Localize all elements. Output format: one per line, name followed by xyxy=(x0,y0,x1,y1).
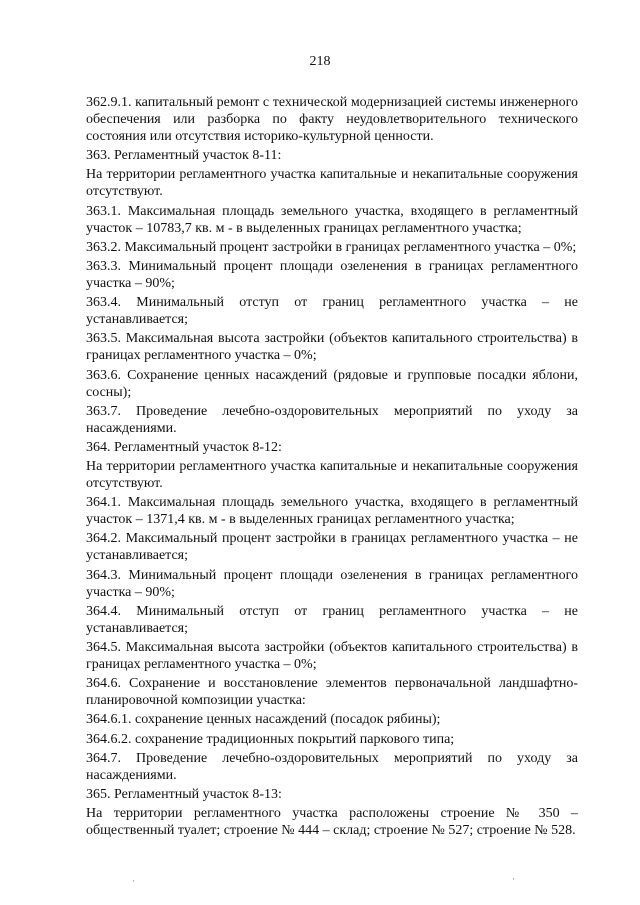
heading-364: 364. Регламентный участок 8-12: xyxy=(86,439,282,455)
heading-363: 363. Регламентный участок 8-11: xyxy=(86,148,282,164)
paragraph-364-5: 364.5. Максимальная высота застройки (объектов капитального строительства) в границах регламентного участка – 0%; xyxy=(86,640,578,672)
paragraph-364-6: 364.6. Сохранение и восстановление элементов первоначальной ландшафтно-планировочной композиции участка: xyxy=(86,676,578,709)
document-body xyxy=(86,94,578,841)
paragraph-364-6-2: 364.6.2. сохранение традиционных покрытий паркового типа; xyxy=(86,731,455,747)
paragraph-363-2: 363.2. Максимальный процент застройки в границах регламентного участка – 0%; xyxy=(86,239,577,255)
paragraph-363-7: 363.7. Проведение лечебно-оздоровительных мероприятий по уходу за насаждениями. xyxy=(86,403,578,436)
paragraph-364-7: 364.7. Проведение лечебно-оздоровительных мероприятий по уходу за насаждениями. xyxy=(86,750,578,783)
paragraph-364-intro: На территории регламентного участка капитальные и некапитальные сооружения отсутствуют. xyxy=(86,459,578,492)
scan-speck: · xyxy=(132,876,135,886)
paragraph-363-3: 363.3. Минимальный процент площади озеленения в границах регламентного участка – 90%; xyxy=(86,258,578,291)
paragraph-364-3: 364.3. Минимальный процент площади озеленения в границах регламентного участка – 90%; xyxy=(86,567,578,600)
paragraph-364-6-1: 364.6.1. сохранение ценных насаждений (посадок рябины); xyxy=(86,712,441,728)
paragraph-364-1: 364.1. Максимальная площадь земельного участка, входящего в регламентный участок – 1371,4 кв. м - в выделенных границах регламентного участка; xyxy=(86,495,578,528)
heading-365: 365. Регламентный участок 8-13: xyxy=(86,786,282,802)
paragraph-363-5: 363.5. Максимальная высота застройки (объектов капитального строительства) в границах регламентного участка – 0%; xyxy=(86,331,578,364)
paragraph-363-1: 363.1. Максимальная площадь земельного участка, входящего в регламентный участок – 10783,7 кв. м - в выделенных границах регламентного участка; xyxy=(86,203,578,236)
paragraph-363-4: 363.4. Минимальный отступ от границ регламентного участка – не устанавливается; xyxy=(86,295,578,328)
paragraph-364-2: 364.2. Максимальный процент застройки в границах регламентного участка – не устанавливается; xyxy=(86,531,578,564)
paragraph-363-6: 363.6. Сохранение ценных насаждений (рядовые и групповые посадки яблони, сосны); xyxy=(86,367,578,400)
scan-speck: · xyxy=(512,874,515,884)
paragraph-364-4: 364.4. Минимальный отступ от границ регламентного участка – не устанавливается; xyxy=(86,603,578,636)
paragraph-362-9-1: 362.9.1. капитальный ремонт с технической модернизацией системы инженерного обеспечения или разборка по факту неудовлетворительного технического состояния или отсутствия историко-культурной ценности. xyxy=(86,95,578,144)
paragraph-365-intro: На территории регламентного участка расположены строение № 350 – общественный туалет; строение № 444 – склад; строение № 527; строение № 528. xyxy=(86,806,578,839)
page-number: 218 xyxy=(309,54,331,69)
paragraph-363-intro: На территории регламентного участка капитальные и некапитальные сооружения отсутствуют. xyxy=(86,167,578,200)
